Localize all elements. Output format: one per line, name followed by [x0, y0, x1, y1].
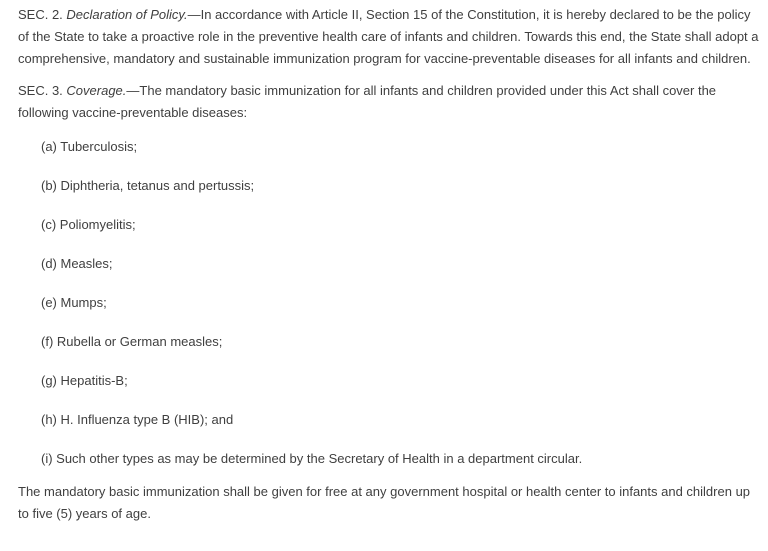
- disease-item-g: (g) Hepatitis-B;: [41, 373, 128, 388]
- section-2-body: —In accordance with Article II, Section 15 of the Constitution, it is hereby declared to be the policy of the State to take a proactive role in the preventive health care of infants and children. Towards this end, the State shall adopt a comprehensive, mandatory and sustainable immunization program for vaccine-preventable diseases for all infants and children.: [18, 7, 759, 66]
- disease-list: [18, 136, 762, 470]
- disease-item-a: (a) Tuberculosis;: [41, 139, 138, 154]
- disease-item-f: (f) Rubella or German measles;: [41, 334, 223, 349]
- closing-paragraph: The mandatory basic immunization shall be given for free at any government hospital or health center to infants and children up to five (5) years of age.: [18, 484, 751, 521]
- disease-item-h: (h) H. Influenza type B (HIB); and: [41, 412, 234, 427]
- disease-item-e: (e) Mumps;: [41, 295, 107, 310]
- disease-item-d: (d) Measles;: [41, 256, 113, 271]
- disease-item-i: (i) Such other types as may be determined by the Secretary of Health in a department circular.: [41, 451, 583, 466]
- section-2-title: Declaration of Policy.: [66, 7, 188, 22]
- section-3-body: —The mandatory basic immunization for all infants and children provided under this Act shall cover the following vaccine-preventable diseases:: [18, 83, 717, 120]
- section-3-prefix: SEC. 3.: [18, 83, 67, 98]
- section-2-paragraph: [18, 4, 762, 70]
- disease-item-c: (c) Poliomyelitis;: [41, 217, 136, 232]
- section-3-title: Coverage.: [66, 83, 127, 98]
- section-2-prefix: SEC. 2.: [18, 7, 67, 22]
- section-3-paragraph: [18, 80, 762, 124]
- disease-item-b: (b) Diphtheria, tetanus and pertussis;: [41, 178, 255, 193]
